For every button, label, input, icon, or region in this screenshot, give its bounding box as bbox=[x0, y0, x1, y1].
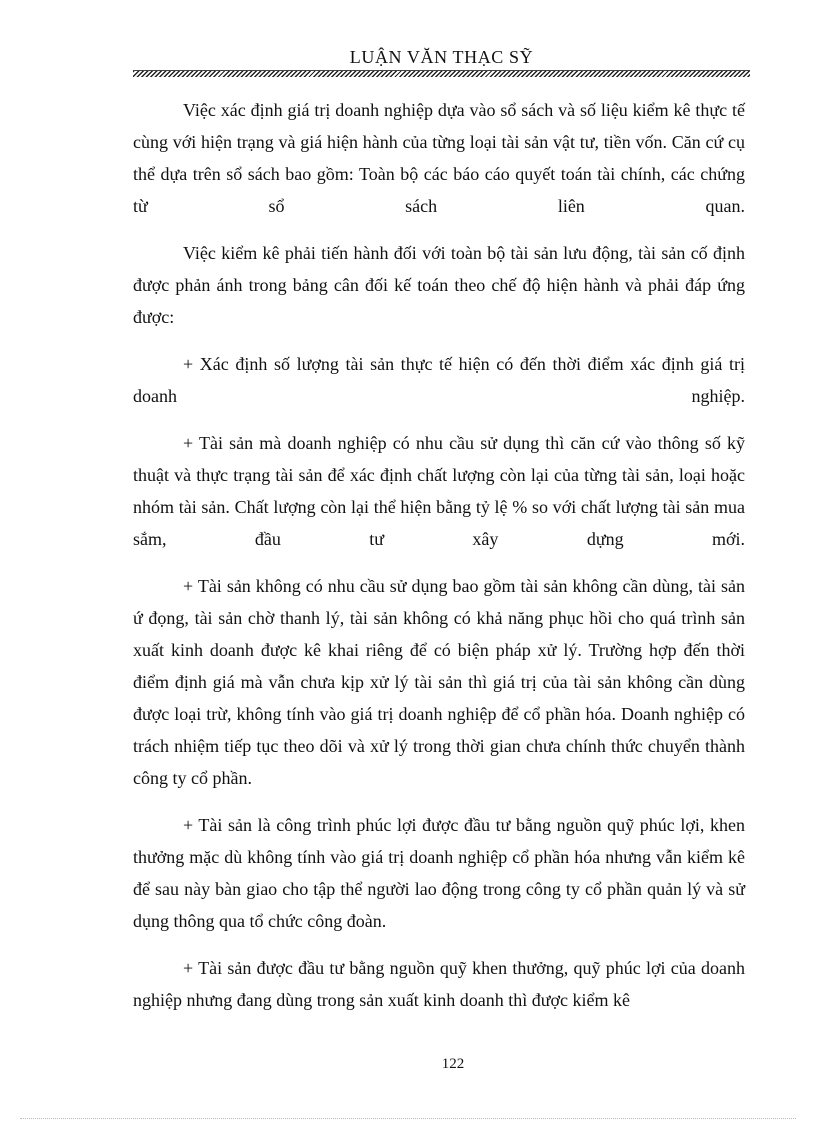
paragraph-assets-in-use: + Tài sản mà doanh nghiệp có nhu cầu sử dụng thì căn cứ vào thông số kỹ thuật và thực trạng tài sản để xác định chất lượng còn lại của từng tài sản, loại hoặc nhóm tài sản. Chất lượng còn lại thể hiện bằng tỷ lệ % so với chất lượng tài sản mua sắm, đầu tư xây dựng mới. bbox=[133, 433, 745, 549]
header-title: LUẬN VĂN THẠC SỸ bbox=[349, 47, 534, 67]
page-header bbox=[133, 44, 750, 77]
footer-dotted-line bbox=[20, 1118, 796, 1120]
paragraph-assets-not-needed: + Tài sản không có nhu cầu sử dụng bao gồm tài sản không cần dùng, tài sản ứ đọng, tài sản chờ thanh lý, tài sản không có khả năng phục hồi cho quá trình sản xuất kinh doanh được kê khai riêng để có biện pháp xử lý. Trường hợp đến thời điểm định giá mà vẫn chưa kịp xử lý tài sản thì giá trị của tài sản không cần dùng được loại trừ, không tính vào giá trị doanh nghiệp để cổ phần hóa. Doanh nghiệp có trách nhiệm tiếp tục theo dõi và xử lý trong thời gian chưa chính thức chuyển thành công ty cổ phần. bbox=[133, 576, 745, 788]
paragraph-valuation-basis: Việc xác định giá trị doanh nghiệp dựa vào sổ sách và số liệu kiểm kê thực tế cùng với hiện trạng và giá hiện hành của từng loại tài sản vật tư, tiền vốn. Căn cứ cụ thể dựa trên sổ sách bao gồm: Toàn bộ các báo cáo quyết toán tài chính, các chứng từ sổ sách liên quan. bbox=[133, 100, 745, 216]
document-body bbox=[133, 94, 745, 1031]
page-number: 122 bbox=[441, 1056, 465, 1072]
paragraph-asset-quantity: + Xác định số lượng tài sản thực tế hiện có đến thời điểm xác định giá trị doanh nghiệp. bbox=[133, 354, 745, 406]
paragraph-reward-fund-assets: + Tài sản được đầu tư bằng nguồn quỹ khen thưởng, quỹ phúc lợi của doanh nghiệp nhưng đang dùng trong sản xuất kinh doanh thì được kiểm kê bbox=[133, 958, 745, 1010]
paragraph-inventory-requirements: Việc kiểm kê phải tiến hành đối với toàn bộ tài sản lưu động, tài sản cố định được phản ánh trong bảng cân đối kế toán theo chế độ hiện hành và phải đáp ứng được: bbox=[133, 243, 745, 327]
paragraph-welfare-assets: + Tài sản là công trình phúc lợi được đầu tư bằng nguồn quỹ phúc lợi, khen thưởng mặc dù không tính vào giá trị doanh nghiệp cổ phần hóa nhưng vẫn kiểm kê để sau này bàn giao cho tập thể người lao động trong công ty cổ phần quản lý và sử dụng thông qua tổ chức công đoàn. bbox=[133, 815, 745, 931]
header-decorative-rule bbox=[133, 70, 750, 77]
